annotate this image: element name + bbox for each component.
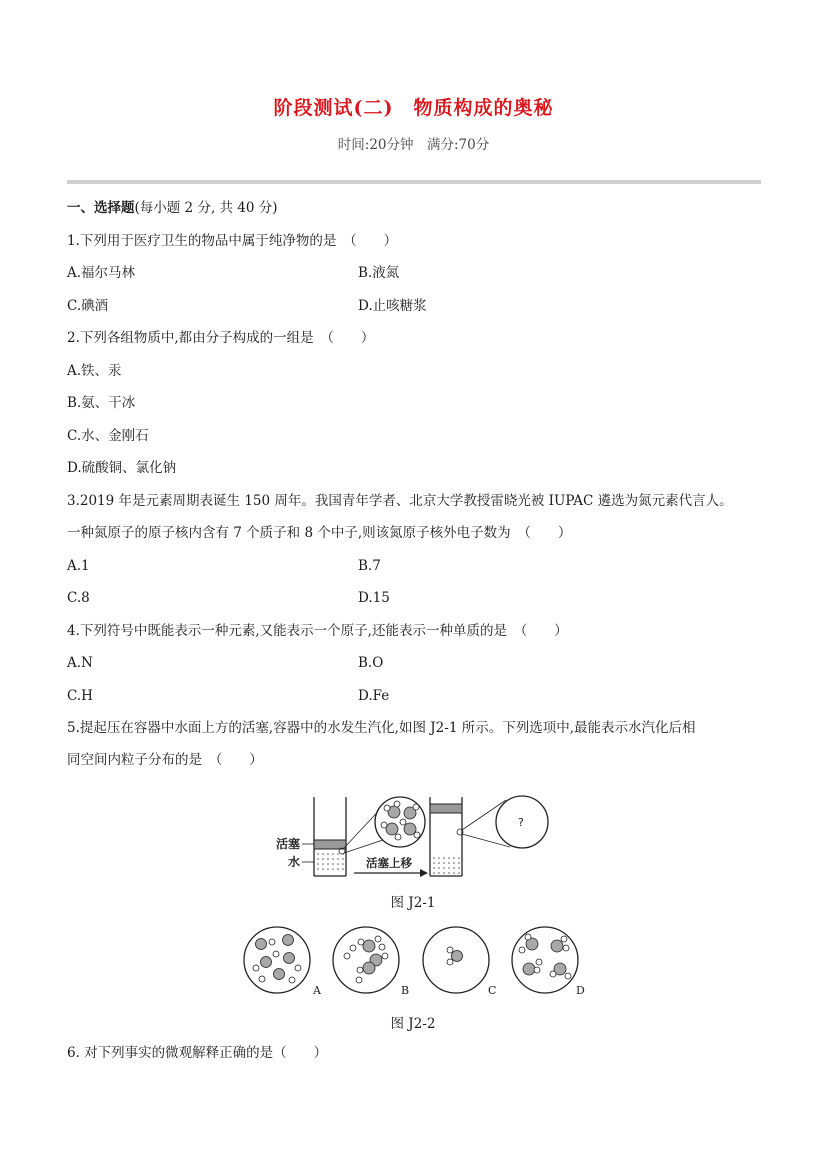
question-1-stem: 1.下列用于医疗卫生的物品中属于纯净物的是 （ ）: [67, 233, 398, 249]
section-heading: 一、选择题: [67, 200, 135, 216]
figure-j2-1: [270, 792, 560, 884]
option-c-label: C: [488, 984, 497, 997]
question-5-stem-line-2: 同空间内粒子分布的是 （ ）: [67, 752, 263, 768]
label-arrow: 活塞上移: [366, 856, 412, 870]
page-title: 阶段测试(二) 物质构成的奥秘: [273, 97, 554, 119]
section-heading-line: [67, 198, 278, 218]
question-3-option-b: B.7: [358, 558, 381, 574]
question-3-stem-line-2: 一种氮原子的原子核内含有 7 个质子和 8 个中子,则该氮原子核外电子数为 （ ）: [67, 525, 572, 541]
question-1-option-d: D.止咳糖浆: [358, 298, 427, 314]
label-water: 水: [288, 855, 301, 869]
question-3-option-d: D.15: [358, 590, 390, 606]
question-4-stem: 4.下列符号中既能表示一种元素,又能表示一个原子,还能表示一种单质的是 （ ）: [67, 623, 568, 639]
question-2-option-d: D.硫酸铜、氯化钠: [67, 460, 177, 476]
option-d-label: D: [576, 984, 585, 997]
question-1-option-c: C.碘酒: [67, 298, 109, 314]
question-3-option-a: A.1: [67, 558, 90, 574]
question-2-option-a: A.铁、汞: [67, 363, 122, 379]
option-a-label: A: [313, 984, 321, 997]
piston-icon: [314, 840, 346, 849]
question-2-option-b: B.氨、干冰: [67, 395, 136, 411]
question-4-option-d: D.Fe: [358, 688, 390, 704]
arrow-right-icon: [420, 869, 428, 877]
question-5-stem-line-1: 5.提起压在容器中水面上方的活塞,容器中的水发生汽化,如图 J2-1 所示。下列选项中,最能表示水汽化后相: [67, 720, 696, 736]
question-1-option-a: A.福尔马林: [67, 265, 136, 281]
question-2-option-c: C.水、金刚石: [67, 428, 149, 444]
option-b-circle: [333, 927, 399, 993]
question-3-stem-line-1: 3.2019 年是元素周期表诞生 150 周年。我国青年学者、北京大学教授雷晓光被 IUPAC 遴选为氮元素代言人。: [67, 493, 733, 509]
figure-j2-2-caption: 图 J2-2: [390, 1016, 436, 1032]
question-6-stem: 6. 对下列事实的微观解释正确的是（ ）: [67, 1045, 328, 1061]
option-b-label: B: [401, 984, 410, 997]
figure-j2-2: [238, 922, 598, 998]
option-c-circle: [423, 927, 489, 993]
question-mark: ?: [518, 816, 524, 829]
container-after-icon: [430, 797, 462, 876]
section-note: (每小题 2 分, 共 40 分): [134, 200, 278, 216]
option-a-circle: [244, 927, 310, 993]
question-4-option-a: A.N: [67, 655, 93, 671]
question-3-option-c: C.8: [67, 590, 90, 606]
header-divider: [67, 180, 761, 184]
option-d-circle: [512, 927, 578, 993]
page-subtitle: 时间:20分钟 满分:70分: [337, 137, 490, 153]
question-2-stem: 2.下列各组物质中,都由分子构成的一组是 （ ）: [67, 330, 375, 346]
container-before-icon: [314, 797, 346, 876]
question-4-option-c: C.H: [67, 688, 93, 704]
figure-j2-1-caption: 图 J2-1: [390, 895, 436, 911]
question-1-option-b: B.液氮: [358, 265, 400, 281]
question-4-option-b: B.O: [358, 655, 384, 671]
label-piston: 活塞: [276, 837, 301, 851]
